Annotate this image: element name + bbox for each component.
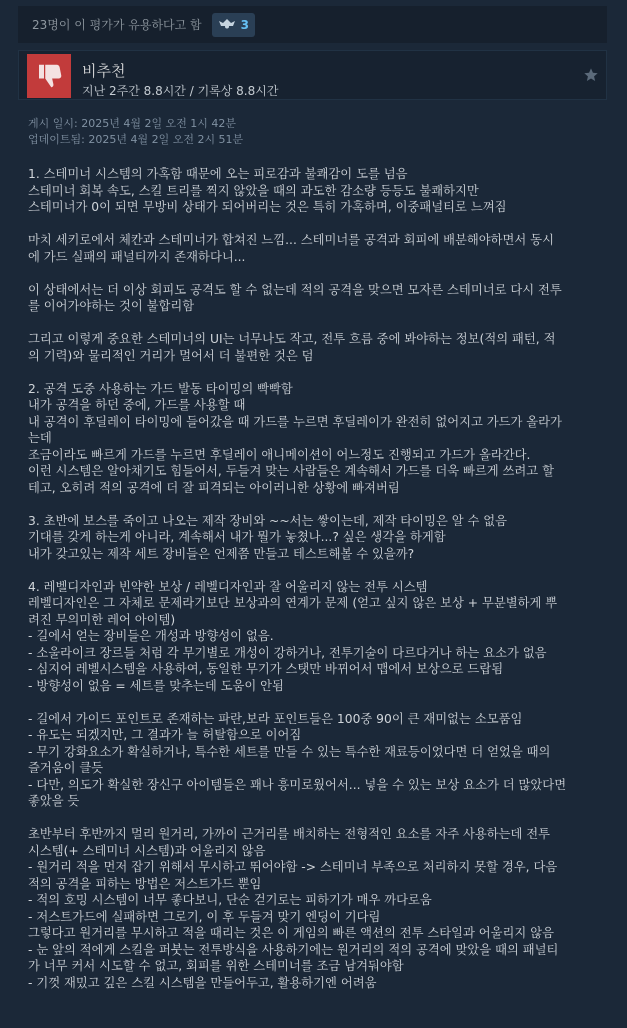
- updated-date: 업데이트됨: 2025년 4월 2일 오전 2시 51분: [28, 133, 244, 146]
- review-paragraph: 1. 스테미너 시스템의 가혹함 때문에 오는 피로감과 불쾌감이 도를 넘음 스테미너 회복 속도, 스킬 트리를 찍지 않았을 때의 과도한 감소량 등등도 불쾌하지만 스테미너가 0이 되면 무방비 상태가 되어버리는 것은 특히 가혹하며, 이중패널티로 느껴짐: [28, 167, 507, 214]
- award-count: 3: [240, 17, 249, 32]
- review-paragraph: - 길에서 가이드 포인트로 존재하는 파란,보라 포인트들은 100중 90이 큰 재미없는 소모품임 - 유도는 되겠지만, 그 결과가 늘 허탈함으로 이어짐 - 무기 강화요소가 확실하거나, 특수한 세트를 만들 수 있는 특수한 재료등이었다면 더 얻었을 때의 즐거움이 클듯 - 다만, 의도가 확실한 장신구 아이템들은 꽤나 흥미로웠어서... 넣을 수 있는 보상 요소가 더 많았다면 좋았을 듯: [28, 711, 567, 808]
- playtime-hours: 지난 2주간 8.8시간 / 기록상 8.8시간: [82, 84, 279, 98]
- helpful-bar: [18, 6, 607, 43]
- review-paragraph: 그리고 이렇게 중요한 스테미너의 UI는 너무나도 작고, 전투 흐름 중에 봐야하는 정보(적의 패턴, 적 의 기력)와 물리적인 거리가 멀어서 더 불편한 것은 덤: [28, 332, 556, 363]
- award-badge[interactable]: [212, 13, 255, 37]
- review-paragraph: 2. 공격 도중 사용하는 가드 발동 타이밍의 빡빡함 내가 공격을 하던 중에, 가드를 사용할 때 내 공격이 후딜레이 타이밍에 들어갔을 때 가드를 누르면 후딜레이가 완전히 없어지고 가드가 올라가 는데 조금이라도 빠르게 가드를 누르면 후딜레이 애니메이션이 어느정도 진행되고 가드가 올라간다. 이런 시스템은 알아채기도 힘들어서, 두들겨 맞는 사람들은 계속해서 가드를 더욱 빠르게 쓰려고 할 테고, 오히려 적의 공격에 더 잘 피격되는 아이러니한 상황에 빠져버림: [28, 381, 562, 495]
- helpful-count-text: 23명이 이 평가가 유용하다고 함: [32, 18, 202, 32]
- review-header: [18, 50, 607, 100]
- review-paragraph: 3. 초반에 보스를 죽이고 나오는 제작 장비와 ~~서는 쌓이는데, 제작 타이밍은 알 수 없음 기대를 갖게 하는게 아니라, 계속해서 내가 뭘가 놓쳤나...? 싶은 생각을 하게함 내가 갖고있는 제작 세트 장비들은 언제쯤 만들고 테스트해볼 수 있을까?: [28, 513, 508, 561]
- review-verdict: 비추천: [82, 62, 126, 80]
- review-dates: [28, 116, 243, 148]
- award-icon: [218, 17, 236, 32]
- review-paragraph: 4. 레벨디자인과 빈약한 보상 / 레벨디자인과 잘 어울리지 않는 전투 시스템 레벨디자인은 그 자체로 문제라기보단 보상과의 연계가 문제 (얻고 싶지 않은 보상 + 무분별하게 뿌 려진 무의미한 레어 아이템) - 길에서 얻는 장비들은 개성과 방향성이 없음. - 소울라이크 장르들 처럼 각 무기별로 개성이 강하거나, 전투기술이 다르다거나 하는 요소가 없음 - 심지어 레벨시스템을 사용하여, 동일한 무기가 스탯만 바뀌어서 맵에서 보상으로 드랍됨 - 방향성이 없음 = 세트를 맞추는데 도움이 안됨: [28, 579, 558, 693]
- review-body: [28, 166, 612, 991]
- review-paragraph: 마치 세키로에서 체칸과 스테미너가 합쳐진 느낌... 스테미너를 공격과 회피에 배분해야하면서 동시 에 가드 실패의 패널티까지 존재하다니...: [28, 233, 554, 264]
- star-icon[interactable]: [582, 66, 600, 84]
- review-paragraph: 초반부터 후반까지 멀리 원거리, 가까이 근거리를 배치하는 전형적인 요소를 자주 사용하는데 전투 시스템(+ 스테미너 시스템)과 어울리지 않음 - 원거리 적을 먼저 잡기 위해서 무시하고 뛰어야함 -> 스테미너 부족으로 처리하지 못할 경우, 다음 적의 공격을 피하는 방법은 저스트가드 뿐임 - 적의 호밍 시스템이 너무 좋다보니, 단순 걷기로는 피하기가 매우 까다로움 - 저스트가드에 실패하면 그로기, 이 후 두들겨 맞기 엔딩이 기다림 그렇다고 원거리를 무시하고 적을 때리는 것은 이 게임의 빠른 액션의 전투 스타일과 어울리지 않음 - 눈 앞의 적에게 스킬을 퍼붓는 전투방식을 사용하기에는 원거리의 적의 공격에 맞았을 때의 패널티 가 너무 커서 시도할 수 없고, 회피를 위한 스테미너를 조금 남겨둬야함 - 기껏 재밌고 깊은 스킬 시스템을 만들어두고, 활용하기엔 어려움: [28, 827, 559, 990]
- thumbs-down-icon: [27, 54, 71, 98]
- review-paragraph: 이 상태에서는 더 이상 회피도 공격도 할 수 없는데 적의 공격을 맞으면 모자른 스테미너로 다시 전투 를 이어가야하는 것이 불합리함: [28, 282, 562, 313]
- posted-date: 게시 일시: 2025년 4월 2일 오전 1시 42분: [28, 117, 237, 130]
